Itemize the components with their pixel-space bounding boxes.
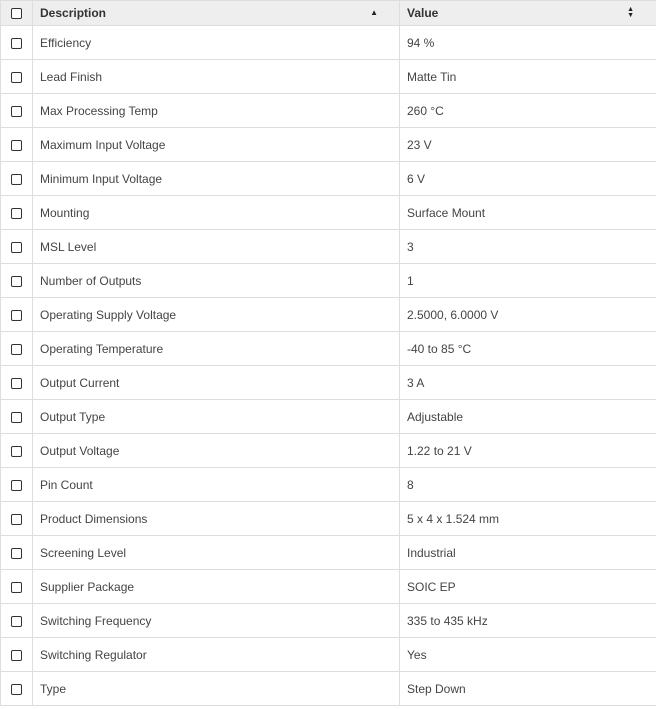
row-checkbox-cell [1,264,33,298]
table-row [1,60,656,94]
description-cell: Minimum Input Voltage [33,162,400,196]
row-checkbox-cell [1,434,33,468]
value-cell: 3 A [400,366,656,400]
row-checkbox[interactable] [11,310,22,321]
row-checkbox[interactable] [11,38,22,49]
description-cell: Supplier Package [33,570,400,604]
select-all-checkbox[interactable] [11,8,22,19]
row-checkbox[interactable] [11,276,22,287]
value-cell: Industrial [400,536,656,570]
row-checkbox[interactable] [11,616,22,627]
row-checkbox[interactable] [11,582,22,593]
description-cell: Output Current [33,366,400,400]
row-checkbox[interactable] [11,378,22,389]
row-checkbox-cell [1,468,33,502]
table-row [1,264,656,298]
value-cell: Yes [400,638,656,672]
table-row [1,570,656,604]
table-row [1,196,656,230]
value-cell: 2.5000, 6.0000 V [400,298,656,332]
sort-unsorted-icon[interactable]: ▲ ▼ [627,6,634,19]
table-row [1,230,656,264]
description-cell: Mounting [33,196,400,230]
row-checkbox[interactable] [11,548,22,559]
row-checkbox-cell [1,604,33,638]
row-checkbox-cell [1,26,33,60]
table-row [1,468,656,502]
row-checkbox-cell [1,400,33,434]
table-row [1,298,656,332]
row-checkbox[interactable] [11,446,22,457]
value-cell: Adjustable [400,400,656,434]
row-checkbox-cell [1,536,33,570]
table-row [1,366,656,400]
description-cell: Switching Frequency [33,604,400,638]
value-header-label: Value [407,6,439,20]
value-cell: 6 V [400,162,656,196]
value-cell: Surface Mount [400,196,656,230]
table-row [1,638,656,672]
row-checkbox[interactable] [11,208,22,219]
row-checkbox[interactable] [11,344,22,355]
description-cell: Operating Supply Voltage [33,298,400,332]
sort-ascending-icon[interactable]: ▲ [370,8,378,17]
row-checkbox-cell [1,366,33,400]
table-row [1,94,656,128]
description-cell: Output Type [33,400,400,434]
row-checkbox[interactable] [11,140,22,151]
value-cell: 1.22 to 21 V [400,434,656,468]
description-column-header[interactable] [33,1,400,26]
value-cell: -40 to 85 °C [400,332,656,366]
row-checkbox[interactable] [11,174,22,185]
table-row [1,536,656,570]
table-row [1,162,656,196]
description-cell: Lead Finish [33,60,400,94]
row-checkbox-cell [1,162,33,196]
value-cell: 3 [400,230,656,264]
value-cell: Matte Tin [400,60,656,94]
description-cell: MSL Level [33,230,400,264]
row-checkbox[interactable] [11,242,22,253]
row-checkbox[interactable] [11,650,22,661]
value-cell: 23 V [400,128,656,162]
value-cell: 260 °C [400,94,656,128]
value-cell: 94 % [400,26,656,60]
description-cell: Product Dimensions [33,502,400,536]
description-cell: Maximum Input Voltage [33,128,400,162]
row-checkbox[interactable] [11,72,22,83]
table-row [1,434,656,468]
description-cell: Screening Level [33,536,400,570]
value-cell: 8 [400,468,656,502]
description-cell: Efficiency [33,26,400,60]
description-cell: Operating Temperature [33,332,400,366]
row-checkbox-cell [1,570,33,604]
select-all-cell [1,1,33,26]
row-checkbox[interactable] [11,480,22,491]
description-cell: Pin Count [33,468,400,502]
table-row [1,26,656,60]
value-cell: Step Down [400,672,656,706]
table-row [1,332,656,366]
row-checkbox-cell [1,230,33,264]
description-cell: Output Voltage [33,434,400,468]
row-checkbox[interactable] [11,684,22,695]
table-row [1,128,656,162]
row-checkbox-cell [1,638,33,672]
value-cell: 335 to 435 kHz [400,604,656,638]
table-body [1,26,656,706]
description-cell: Max Processing Temp [33,94,400,128]
description-cell: Number of Outputs [33,264,400,298]
row-checkbox-cell [1,672,33,706]
table-header-row [1,1,656,26]
row-checkbox-cell [1,196,33,230]
row-checkbox-cell [1,128,33,162]
row-checkbox-cell [1,60,33,94]
table-row [1,400,656,434]
row-checkbox[interactable] [11,514,22,525]
row-checkbox-cell [1,298,33,332]
value-cell: 5 x 4 x 1.524 mm [400,502,656,536]
value-cell: SOIC EP [400,570,656,604]
value-cell: 1 [400,264,656,298]
description-header-label: Description [40,6,107,20]
description-cell: Type [33,672,400,706]
row-checkbox[interactable] [11,106,22,117]
table-row [1,672,656,706]
description-cell: Switching Regulator [33,638,400,672]
row-checkbox[interactable] [11,412,22,423]
row-checkbox-cell [1,332,33,366]
value-column-header[interactable] [400,1,656,26]
table-row [1,604,656,638]
row-checkbox-cell [1,502,33,536]
table-row [1,502,656,536]
row-checkbox-cell [1,94,33,128]
